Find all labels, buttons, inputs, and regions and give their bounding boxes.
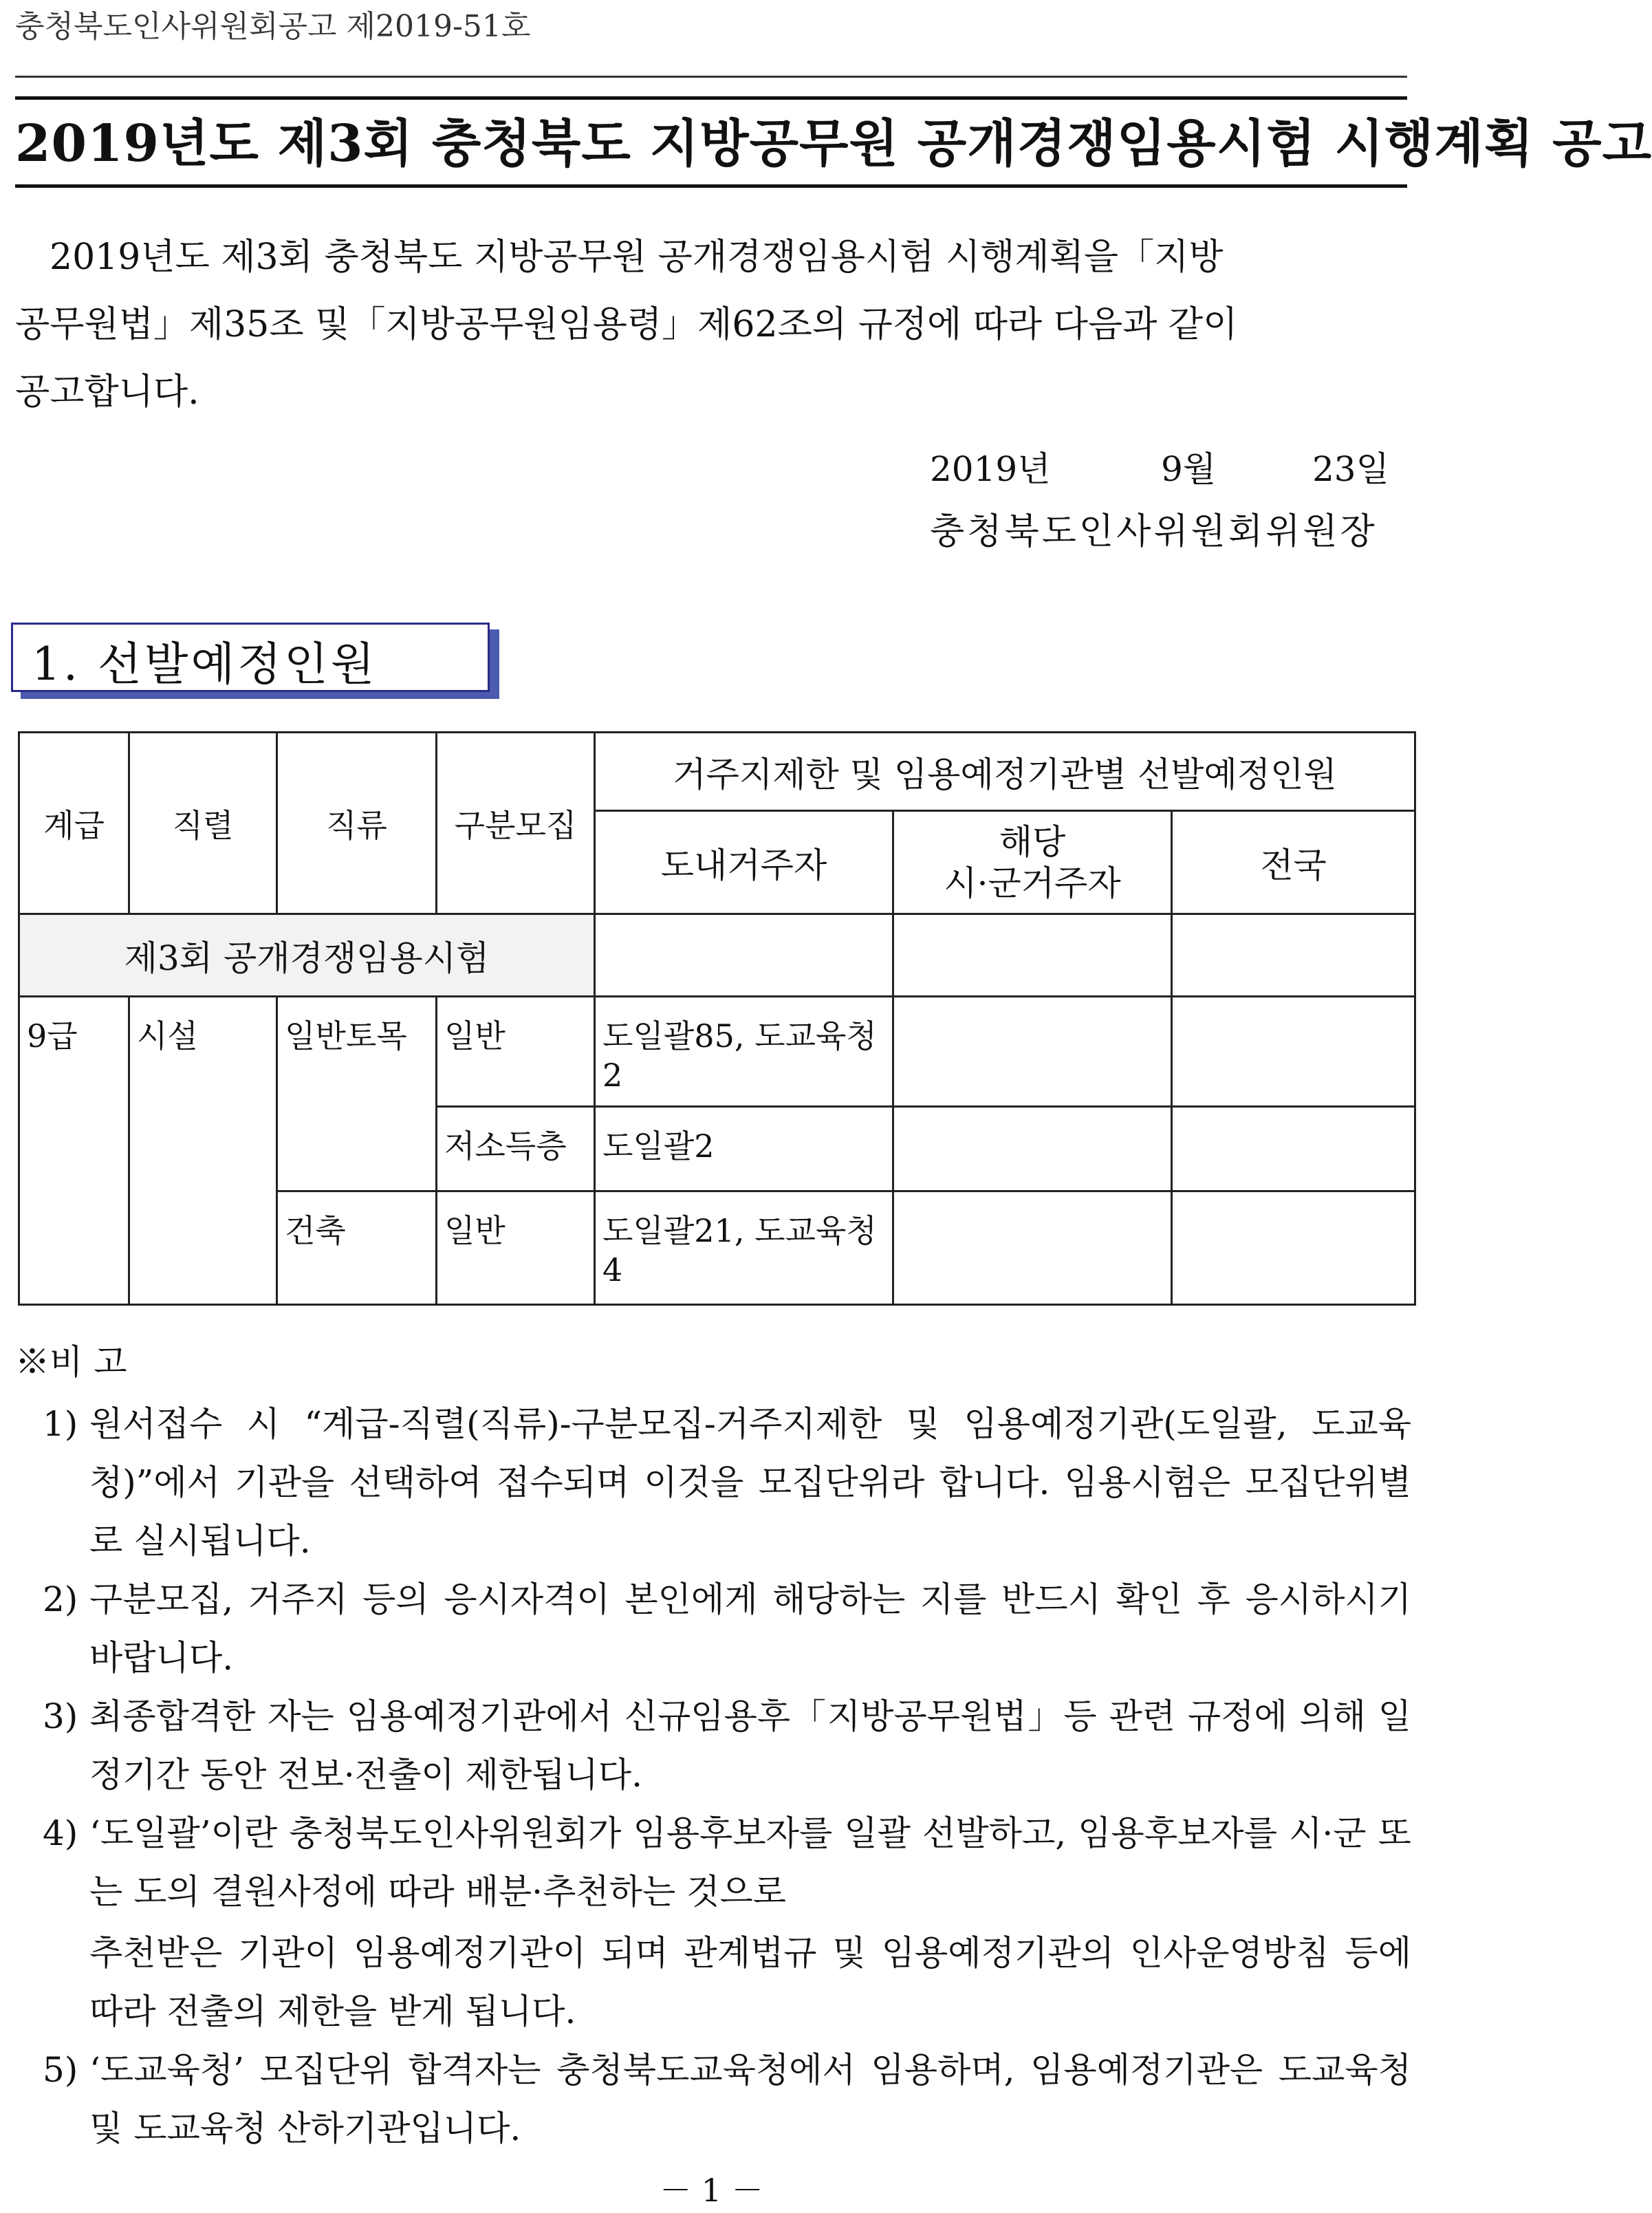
cell-local (893, 1107, 1172, 1191)
title-bottom-rule (15, 184, 1407, 188)
note-text-continued: 추천받은 기관이 임용예정기관이 되며 관계법규 및 임용예정기관의 인사운영방침 등에 따라 전출의 제한을 받게 됩니다. (89, 1933, 1411, 2031)
header-nationwide: 전국 (1172, 811, 1415, 914)
header-local (893, 811, 1172, 914)
note-text: 구분모집, 거주지 등의 응시자격이 본인에게 해당하는 지를 반드시 확인 후 응시하시기 바랍니다. (89, 1579, 1411, 1678)
header-local-line2: 시·군거주자 (944, 863, 1121, 903)
note-number: 4) (43, 1813, 78, 1853)
note-item (15, 1570, 1411, 1687)
cell-grade: 9급 (19, 997, 129, 1305)
cell-recruit-type: 일반 (437, 1191, 595, 1305)
note-number: 3) (43, 1696, 78, 1736)
date-year: 2019년 (930, 449, 1051, 489)
cell-recruit-type: 저소득층 (437, 1107, 595, 1191)
cell-nationwide (1172, 1107, 1415, 1191)
title-top-rule (15, 96, 1407, 100)
cell-in-province: 도일괄2 (595, 1107, 893, 1191)
cell-recruit-type: 일반 (437, 997, 595, 1107)
date-month: 9월 (1161, 449, 1217, 489)
notes-list (15, 1395, 1411, 2158)
section-title: 1. 선발예정인원 (32, 638, 378, 691)
intro-line-3: 공고합니다. (15, 371, 199, 413)
page-title: 2019년도 제3회 충청북도 지방공무원 공개경쟁임용시험 시행계획 공고 (15, 114, 1652, 173)
note-item (15, 1804, 1411, 2041)
cell-local (893, 997, 1172, 1107)
header-rule (15, 76, 1407, 78)
note-text: ‘도일괄’이란 충청북도인사위원회가 임용후보자를 일괄 선발하고, 임용후보자를 시·군 또는 도의 결원사정에 따라 배분·추천하는 것으로 (89, 1813, 1411, 1912)
cell-in-province: 도일괄85, 도교육청2 (595, 997, 893, 1107)
header-grade: 계급 (19, 733, 129, 914)
cell-class: 건축 (277, 1191, 437, 1305)
table-row (19, 997, 1415, 1107)
note-number: 1) (43, 1404, 78, 1444)
cell-class: 일반토목 (277, 997, 437, 1191)
cell-nationwide (1172, 1191, 1415, 1305)
cell-nationwide (1172, 997, 1415, 1107)
header-in-province: 도내거주자 (595, 811, 893, 914)
recruitment-table (18, 731, 1416, 1306)
note-text: 원서접수 시 “계급-직렬(직류)-구분모집-거주지제한 및 임용예정기관(도일괄, 도교육청)”에서 기관을 선택하여 접수되며 이것을 모집단위라 합니다. 임용시험은 모집단위별로 실시됩니다. (89, 1404, 1411, 1561)
note-item (15, 1687, 1411, 1804)
note-number: 2) (43, 1579, 78, 1619)
note-number: 5) (43, 2050, 78, 2090)
signer: 충청북도인사위원회위원장 (930, 511, 1378, 552)
intro-paragraph (15, 224, 1411, 426)
document-number: 충청북도인사위원회공고 제2019-51호 (15, 9, 531, 44)
note-text: 최종합격한 자는 임용예정기관에서 신규임용후「지방공무원법」등 관련 규정에 의해 일정기간 동안 전보·전출이 제한됩니다. (89, 1696, 1411, 1795)
exam-name-cell: 제3회 공개경쟁임용시험 (19, 914, 595, 997)
intro-line-1: 2019년도 제3회 충청북도 지방공무원 공개경쟁임용시험 시행계획을「지방 (50, 237, 1224, 278)
note-item (15, 1395, 1411, 1570)
header-class: 직류 (277, 733, 437, 914)
cell-series: 시설 (129, 997, 277, 1305)
intro-line-2: 공무원법」제35조 및「지방공무원임용령」제62조의 규정에 따라 다음과 같이 (15, 304, 1238, 345)
header-series: 직렬 (129, 733, 277, 914)
cell-local (893, 1191, 1172, 1305)
cell-in-province: 도일괄21, 도교육청4 (595, 1191, 893, 1305)
note-item (15, 2041, 1411, 2158)
note-text: ‘도교육청’ 모집단위 합격자는 충청북도교육청에서 임용하며, 임용예정기관은 도교육청 및 도교육청 산하기관입니다. (89, 2050, 1411, 2148)
header-local-line1: 해당 (999, 821, 1066, 862)
header-group: 거주지제한 및 임용예정기관별 선발예정인원 (595, 733, 1415, 811)
notes-heading: ※비 고 (15, 1342, 127, 1382)
table-cell (893, 914, 1172, 997)
header-recruit-type: 구분모집 (437, 733, 595, 914)
table-cell (595, 914, 893, 997)
date-day: 23일 (1312, 449, 1389, 489)
table-cell (1172, 914, 1415, 997)
page-number: － 1 － (660, 2172, 763, 2209)
